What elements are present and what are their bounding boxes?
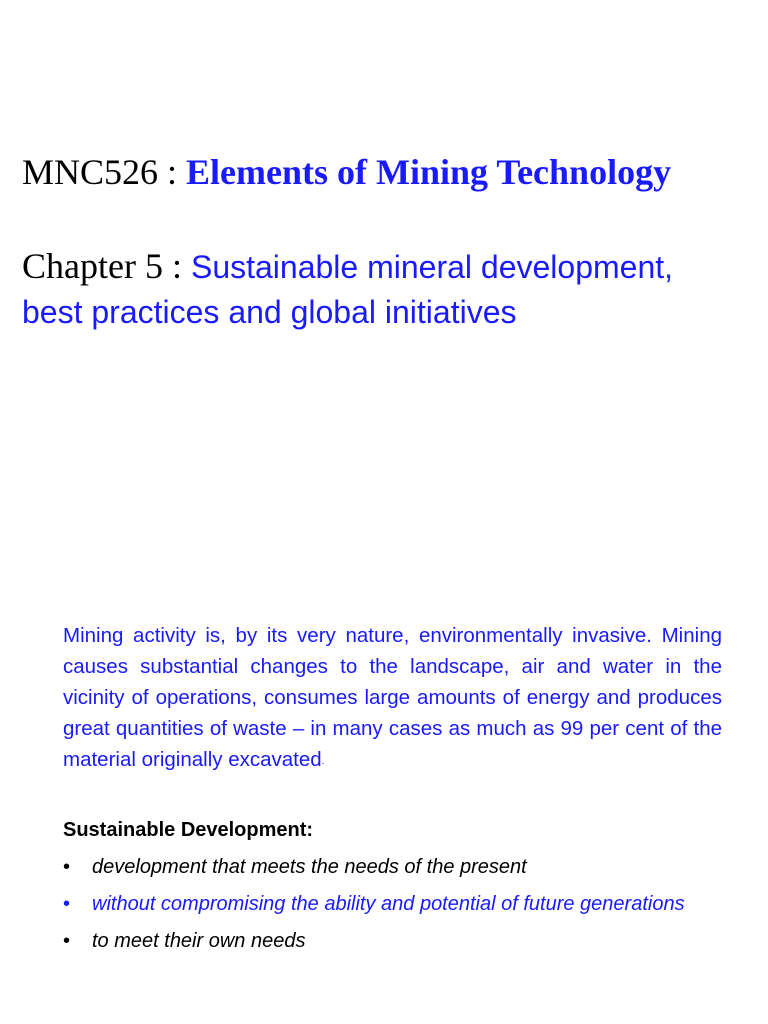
bullet-icon: • xyxy=(63,856,71,878)
list-item xyxy=(63,889,722,920)
course-code: MNC526 : xyxy=(22,152,187,192)
bullet-text: to meet their own needs xyxy=(92,930,306,952)
chapter-title-line2: best practices and global initiatives xyxy=(22,294,517,330)
chapter-label: Chapter 5 : xyxy=(22,246,191,286)
bullet-icon: • xyxy=(63,893,71,915)
course-title: Elements of Mining Technology xyxy=(186,152,672,192)
chapter-title-line1: Sustainable mineral development, xyxy=(190,249,674,285)
chapter-heading xyxy=(22,243,752,334)
list-item xyxy=(63,852,722,883)
list-item xyxy=(63,926,722,957)
intro-paragraph xyxy=(63,620,722,777)
bullet-icon: • xyxy=(63,930,71,952)
sustainable-development-list xyxy=(63,852,722,963)
sustainable-development-heading: Sustainable Development: xyxy=(63,819,314,841)
bullet-text: without compromising the ability and potential of future generations xyxy=(92,893,685,915)
intro-trailing-mark: . xyxy=(321,756,325,767)
course-heading xyxy=(22,150,762,194)
intro-text: Mining activity is, by its very nature, environmentally invasive. Mining causes substantial changes to the landscape, air and water in the vicinity of operations, consumes large amounts of energy and produces great quantities of waste – in many cases as much as 99 per cent of the material originally excavated xyxy=(63,624,722,771)
bullet-text: development that meets the needs of the present xyxy=(92,856,527,878)
